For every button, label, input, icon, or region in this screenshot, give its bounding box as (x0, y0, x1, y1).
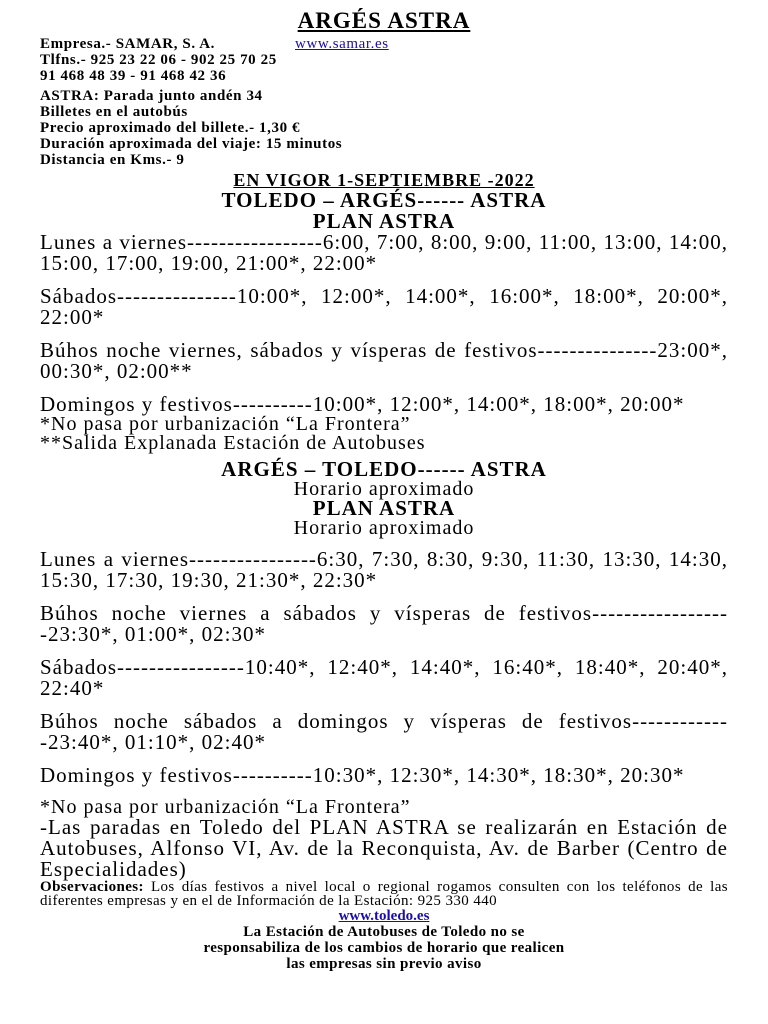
company-website-link[interactable]: www.samar.es (295, 36, 389, 52)
inbound-approx-1: Horario aproximado (293, 478, 475, 500)
inbound-plan-title: PLAN ASTRA (312, 496, 456, 520)
outbound-note-frontera: *No pasa por urbanización “La Frontera” (40, 413, 411, 435)
company-name: Empresa.- SAMAR, S. A. (40, 36, 216, 52)
inbound-note-stops: -Las paradas en Toledo del PLAN ASTRA se realizarán en Estación de Autobuses, Alfonso VI, Av. de la Reconquista, Av. de Barber (Centro de Especialidades) (40, 815, 728, 881)
outbound-section (40, 190, 728, 453)
inbound-route-title: ARGÉS – TOLEDO------ ASTRA (221, 457, 547, 481)
observations (40, 880, 728, 908)
effective-date: EN VIGOR 1-SEPTIEMBRE -2022 (233, 170, 535, 190)
outbound-sundays: Domingos y festivos----------10:00*, 12:00*, 14:00*, 18:00*, 20:00* (40, 392, 685, 416)
outbound-saturdays: Sábados---------------10:00*, 12:00*, 14:00*, 16:00*, 18:00*, 20:00*, 22:00* (40, 284, 728, 329)
company-row (40, 36, 728, 52)
page-title: ARGÉS ASTRA (297, 8, 471, 33)
observations-label: Observaciones: (40, 879, 144, 895)
astra-stop: ASTRA: Parada junto andén 34 (40, 88, 263, 104)
inbound-saturdays: Sábados----------------10:40*, 12:40*, 14:40*, 16:40*, 18:40*, 20:40*, 22:40* (40, 655, 728, 700)
astra-tickets: Billetes en el autobús (40, 104, 188, 120)
disclaimer (40, 924, 728, 972)
toledo-website-link[interactable]: www.toledo.es (338, 908, 430, 924)
astra-duration: Duración aproximada del viaje: 15 minutos (40, 136, 343, 152)
astra-distance: Distancia en Kms.- 9 (40, 152, 185, 168)
inbound-weekdays: Lunes a viernes----------------6:30, 7:30, 8:30, 9:30, 11:30, 13:30, 14:30, 15:30, 17:30, 19:30, 21:30*, 22:30* (40, 547, 728, 592)
inbound-approx-2: Horario aproximado (293, 517, 475, 539)
outbound-plan-title: PLAN ASTRA (312, 209, 456, 233)
outbound-route-title: TOLEDO – ARGÉS------ ASTRA (221, 188, 547, 212)
outbound-weekdays: Lunes a viernes-----------------6:00, 7:00, 8:00, 9:00, 11:00, 13:00, 14:00, 15:00, 17:00, 19:00, 21:00*, 22:00* (40, 230, 728, 275)
inbound-sundays: Domingos y festivos----------10:30*, 12:30*, 14:30*, 18:30*, 20:30* (40, 763, 685, 787)
outbound-night-owl: Búhos noche viernes, sábados y vísperas de festivos---------------23:00*, 00:30*, 02:00** (40, 338, 728, 383)
disclaimer-line-3: las empresas sin previo aviso (286, 956, 482, 972)
observations-text: Los días festivos a nivel local o regional rogamos consulten con los teléfonos de las diferentes empresas y en el de Información de la Estación: 925 330 440 (40, 879, 728, 909)
inbound-night-owl-fri: Búhos noche viernes a sábados y vísperas de festivos------------------23:30*, 01:00*, 02:30* (40, 601, 728, 646)
inbound-note-frontera: *No pasa por urbanización “La Frontera” (40, 796, 411, 818)
disclaimer-line-1: La Estación de Autobuses de Toledo no se (243, 924, 525, 940)
company-phones-1: Tlfns.- 925 23 22 06 - 902 25 70 25 (40, 52, 277, 68)
disclaimer-line-2: responsabiliza de los cambios de horario que realicen (203, 940, 565, 956)
inbound-night-owl-sat: Búhos noche sábados a domingos y vísperas de festivos-------------23:40*, 01:10*, 02:40* (40, 709, 728, 754)
inbound-section (40, 459, 728, 880)
company-phones-2: 91 468 48 39 - 91 468 42 36 (40, 68, 227, 84)
astra-price: Precio aproximado del billete.- 1,30 € (40, 120, 301, 136)
toledo-url-row (40, 908, 728, 924)
company-info (40, 36, 728, 168)
outbound-note-departure: **Salida Explanada Estación de Autobuses (40, 432, 426, 454)
